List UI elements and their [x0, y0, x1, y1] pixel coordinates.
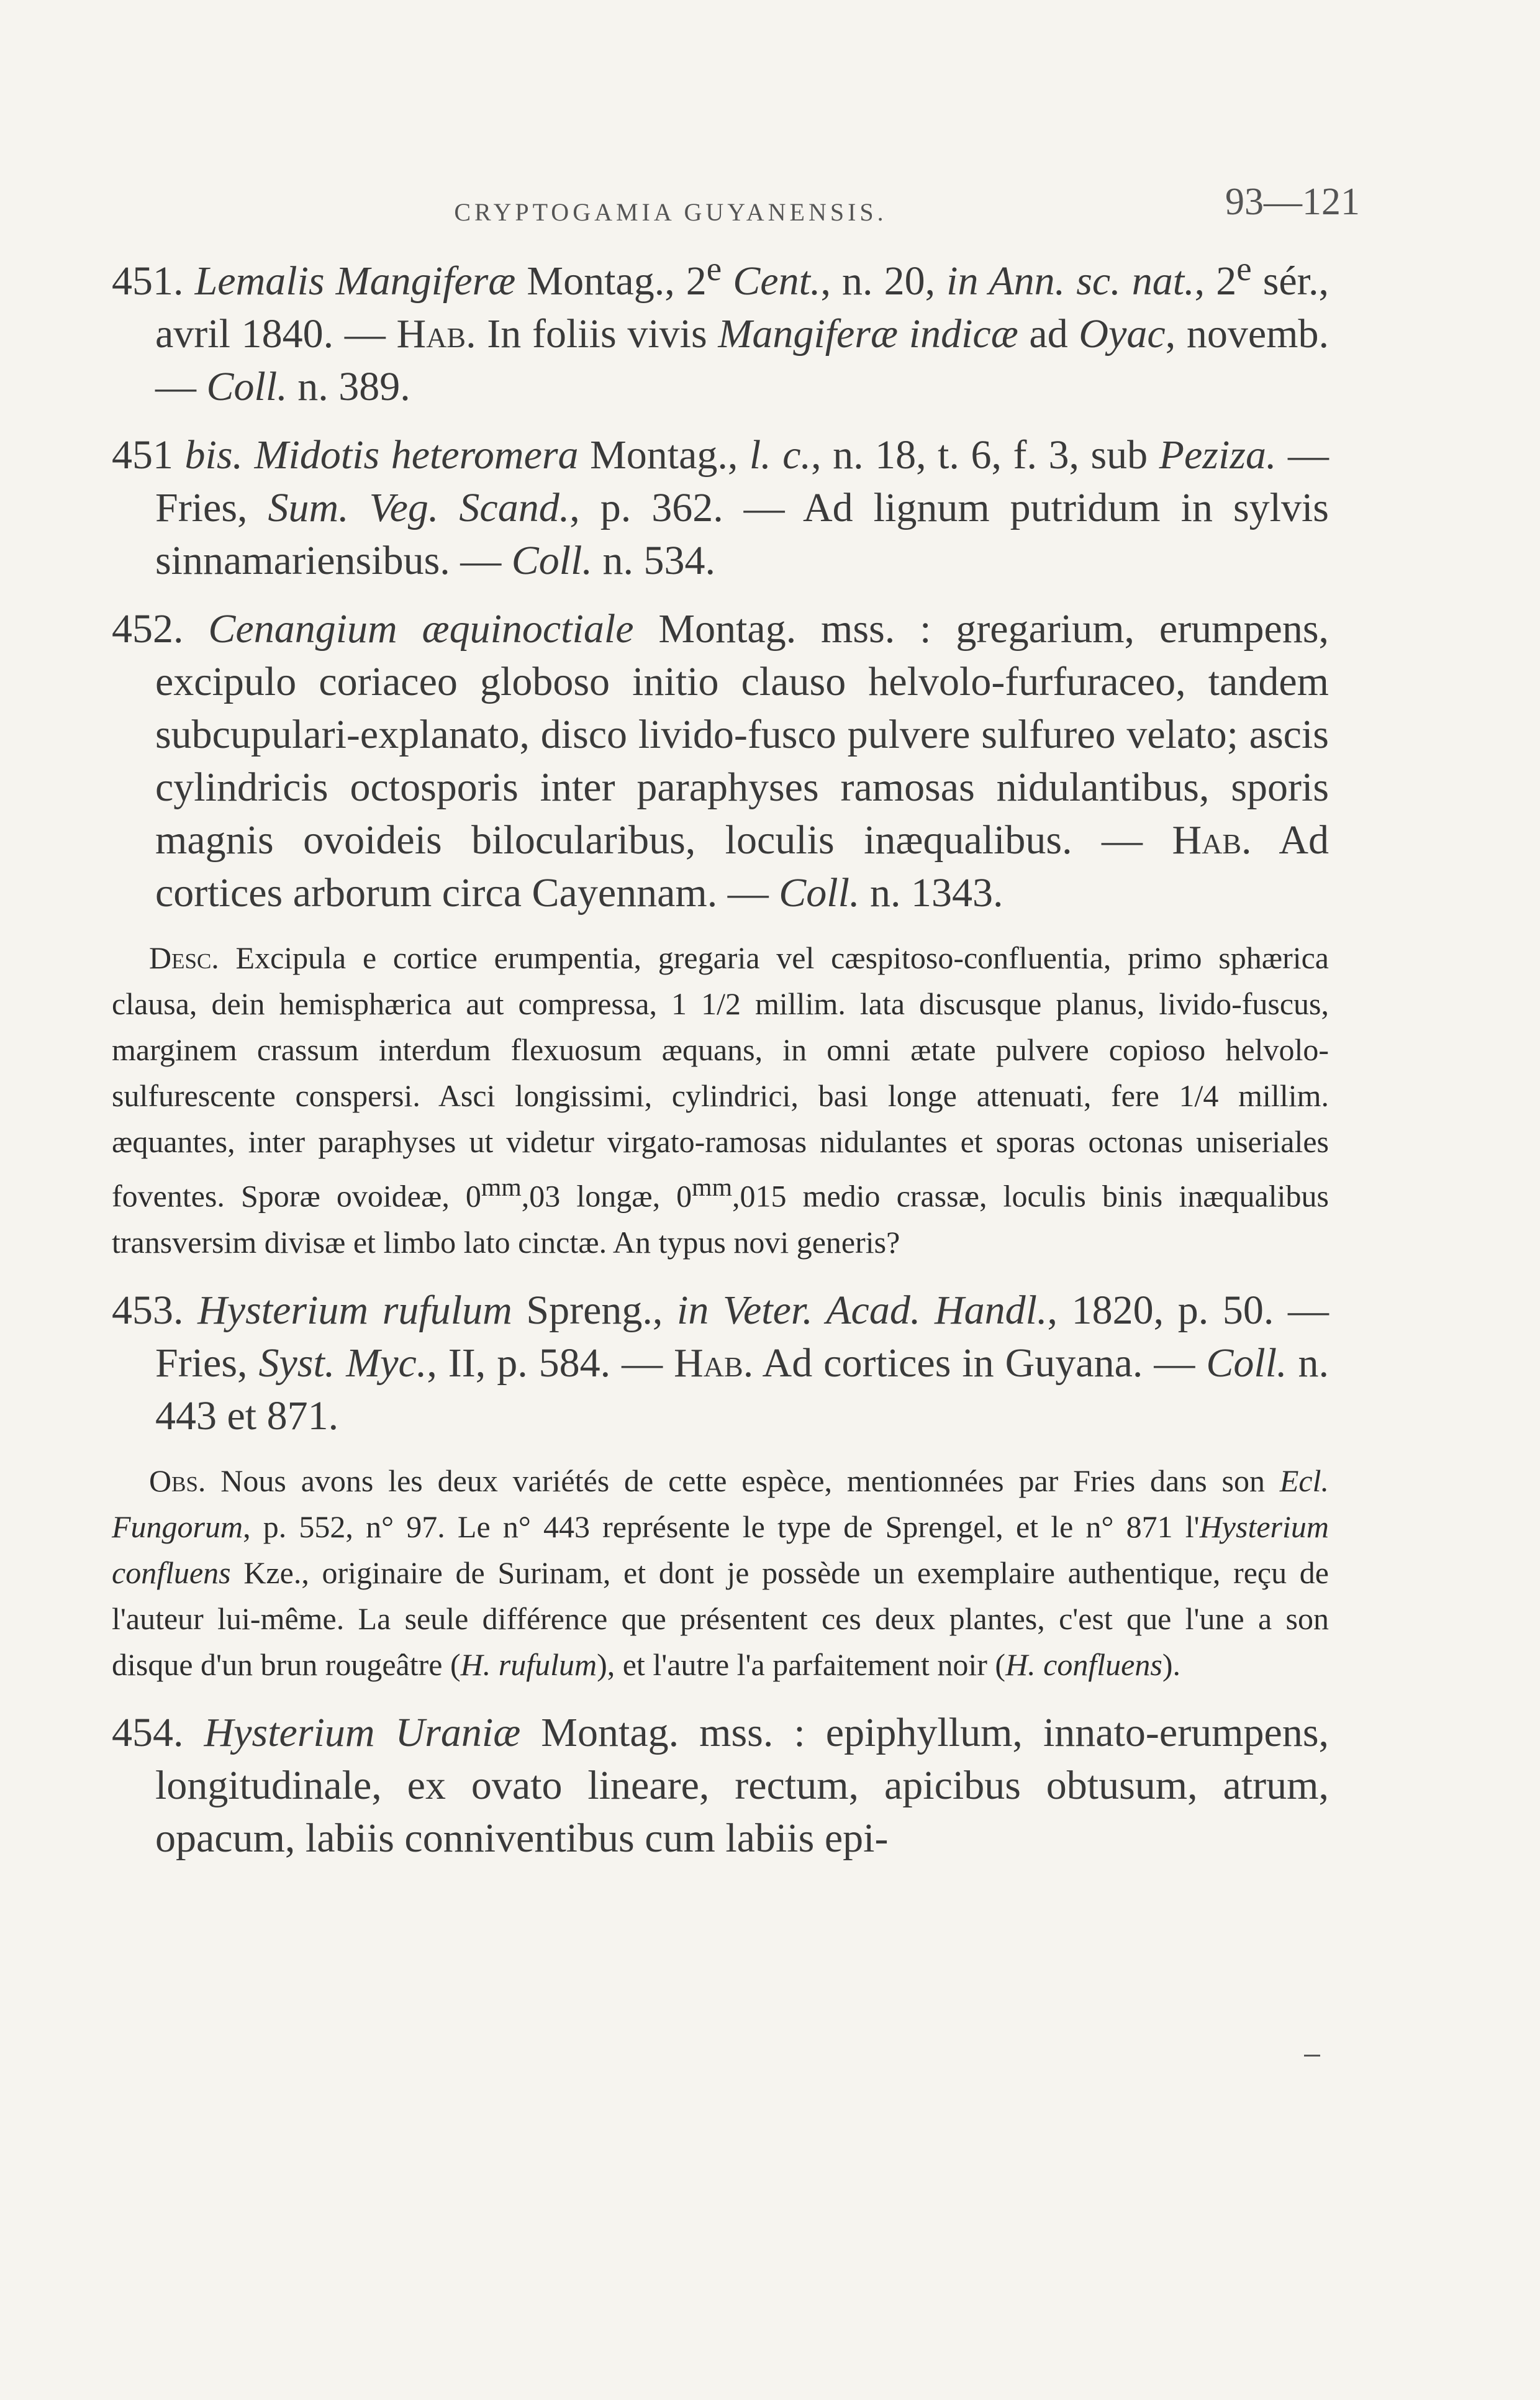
entry-number: 451: [112, 432, 185, 478]
collection-label: Coll.: [779, 870, 860, 916]
entry-number: 454.: [112, 1709, 184, 1755]
habitat-label: Hab.: [1172, 817, 1252, 863]
page-header: [112, 180, 1360, 230]
species-name: Lemalis Mangiferæ: [194, 258, 516, 304]
print-mark: [1304, 2055, 1320, 2057]
entry-451: 451. Lemalis Mangiferæ Montag., 2e Cent., n. 20, in Ann. sc. nat., 2e sér., avril 1840. — Hab. In foliis vivis Mangiferæ indicæ ad Oyac, novemb. — Coll. n. 389.: [112, 250, 1329, 409]
collection-label: Coll.: [511, 538, 592, 583]
page-number: 93—121: [1225, 181, 1360, 223]
collection-label: Coll.: [206, 364, 288, 409]
entry-number: 453.: [112, 1287, 184, 1333]
collection-label: Coll.: [1206, 1340, 1287, 1386]
entry-number: 452.: [112, 606, 184, 652]
description-note: Desc. Excipula e cortice erumpentia, gregaria vel cæspitoso-confluentia, primo sphærica clausa, dein hemisphærica aut compressa, 1 1/2 millim. lata discusque planus, livido-fuscus, marginem crassum interdum flexuosum æquans, in omni ætate pulvere copioso helvolo-sulfurescente conspersi. Asci longissimi, cylindrici, basi longe attenuati, fere 1/4 millim. æquantes, inter paraphyses ut videtur virgato-ramosas nidulantes et sporas octonas uniseriales foventes. Sporæ ovoideæ, $0^{mm},03$ longæ, $0^{mm},015$ medio crassæ, loculis binis inæqualibus transversim divisæ et limbo lato cinctæ. An typus novi generis?: [112, 940, 1329, 1260]
species-name: Cenangium æquinoctiale: [208, 606, 634, 652]
entry-451-bis: 451 bis. Midotis heteromera Montag., l. c., n. 18, t. 6, f. 3, sub Peziza. — Fries, Sum. Veg. Scand., p. 362. — Ad lignum putridum in sylvis sinnamariensibus. — Coll. n. 534.: [112, 432, 1329, 583]
habitat-label: Hab.: [674, 1340, 754, 1386]
running-title: CRYPTOGAMIA GUYANENSIS.: [454, 198, 887, 226]
habitat-label: Hab.: [396, 311, 476, 357]
entry-453: 453. Hysterium rufulum Spreng., in Veter. Acad. Handl., 1820, p. 50. — Fries, Syst. Myc., II, p. 584. — Hab. Ad cortices in Guyana. — Coll. n. 443 et 871.: [112, 1287, 1329, 1439]
entry-452: 452. Cenangium æquinoctiale Montag. mss. : gregarium, erumpens, excipulo coriaceo globoso initio clauso helvolo-furfuraceo, tandem subcupulari-explanato, disco livido-fusco pulvere sulfureo velato; ascis cylindricis octosporis inter paraphyses ramosas nidulantibus, sporis magnis ovoideis bilocularibus, loculis inæqualibus. — Hab. Ad cortices arborum circa Cayennam. — Coll. n. 1343.: [112, 606, 1329, 916]
note-label: Desc.: [149, 940, 219, 975]
species-name: Midotis heteromera: [254, 432, 579, 478]
note-label: Obs.: [149, 1463, 206, 1498]
entry-number: 451.: [112, 258, 184, 304]
species-name: Hysterium rufulum: [197, 1287, 512, 1333]
species-name: Hysterium Uraniæ: [204, 1709, 521, 1755]
entry-454: 454. Hysterium Uraniæ Montag. mss. : epiphyllum, innato-erumpens, longitudinale, ex ovato lineare, rectum, apicibus obtusum, atrum, opacum, labiis conniventibus cum labiis epi-: [112, 1709, 1329, 1861]
page-body: [112, 242, 1329, 1880]
observation-note: Obs. Nous avons les deux variétés de cette espèce, mentionnées par Fries dans son Ecl. Fungorum, p. 552, n° 97. Le n° 443 représente le type de Sprengel, et le n° 871 l'Hysterium confluens Kze., originaire de Surinam, et dont je possède un exemplaire authentique, reçu de l'auteur lui-même. La seule différence que présentent ces deux plantes, c'est que l'une a son disque d'un brun rougeâtre (H. rufulum), et l'autre l'a parfaitement noir (H. confluens).: [112, 1463, 1329, 1682]
